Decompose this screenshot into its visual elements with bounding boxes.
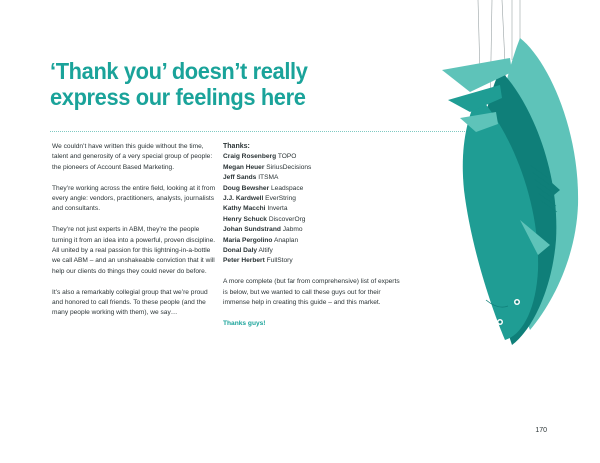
thanks-list (223, 152, 401, 266)
thanks-column (223, 142, 401, 340)
person-name: Johan Sundstrand (223, 226, 281, 234)
fish-eye (499, 321, 502, 324)
thanks-entry (223, 225, 401, 235)
person-name: Jeff Sands (223, 174, 257, 182)
intro-paragraph: They’re not just experts in ABM, they’re the people turning it from an idea into a powerful, proven discipline. All united by a real passion for this lightning-in-a-bottle we call ABM – and an unshakeable conviction that it will help our clients do things they could never do before. (52, 226, 216, 275)
page-number: 170 (535, 427, 547, 434)
person-company: ITSMA (258, 174, 279, 182)
headline-line-2: express our feelings here (50, 84, 306, 110)
person-company: TOPO (277, 153, 297, 161)
person-name: Donal Daly (223, 247, 258, 255)
intro-column (52, 142, 220, 329)
thanks-entry (223, 256, 401, 266)
person-name: Craig Rosenberg (223, 153, 277, 161)
intro-paragraph: It’s also a remarkably collegial group that we’re proud and honored to call friends. To these people (and the many people working with them), we say… (52, 288, 208, 317)
person-name: Megan Heuer (223, 163, 265, 171)
person-company: SiriusDecisions (266, 163, 312, 171)
thanks-entry (223, 173, 401, 183)
person-company: DiscoverOrg (268, 215, 306, 223)
person-company: Inverta (267, 205, 288, 213)
person-company: FullStory (266, 257, 293, 265)
person-name: Kathy Macchi (223, 205, 266, 213)
signoff-text: Thanks guys! (223, 319, 266, 327)
person-company: EverString (265, 195, 296, 203)
headline-line-1: ‘Thank you’ doesn’t really (50, 58, 308, 84)
thanks-entry (223, 236, 401, 246)
thanks-entry (223, 246, 401, 256)
person-name: Peter Herbert (223, 257, 265, 265)
person-company: Anaplan (273, 236, 299, 244)
person-name: Maria Pergolino (223, 236, 273, 244)
person-company: Leadspace (271, 184, 304, 192)
thanks-entry (223, 163, 401, 173)
person-company: Jabmo (282, 226, 303, 234)
intro-paragraph: They’re working across the entire field, looking at it from every angle: vendors, practitioners, analysts, journalists and consultants. (52, 184, 216, 213)
thanks-entry (223, 204, 401, 214)
fish-eye (516, 301, 519, 304)
thanks-entry (223, 184, 401, 194)
closing-paragraph: A more complete (but far from comprehensive) list of experts is below, but we wanted to call these guys out for their immense help in creating this guide – and this market. (223, 278, 400, 307)
intro-paragraph: We couldn’t have written this guide without the time, talent and generosity of a very special group of people: the pioneers of Account Based Marketing. (52, 143, 213, 171)
page-headline (50, 58, 357, 110)
thanks-heading: Thanks: (223, 143, 250, 150)
thanks-entry (223, 152, 401, 162)
person-company: Altify (258, 247, 273, 255)
person-name: Doug Bewsher (223, 184, 270, 192)
thanks-entry (223, 194, 401, 204)
hanging-fish-illustration (420, 0, 600, 463)
person-name: Henry Schuck (223, 215, 267, 223)
thanks-entry (223, 215, 401, 225)
person-name: J.J. Kardwell (223, 195, 264, 203)
